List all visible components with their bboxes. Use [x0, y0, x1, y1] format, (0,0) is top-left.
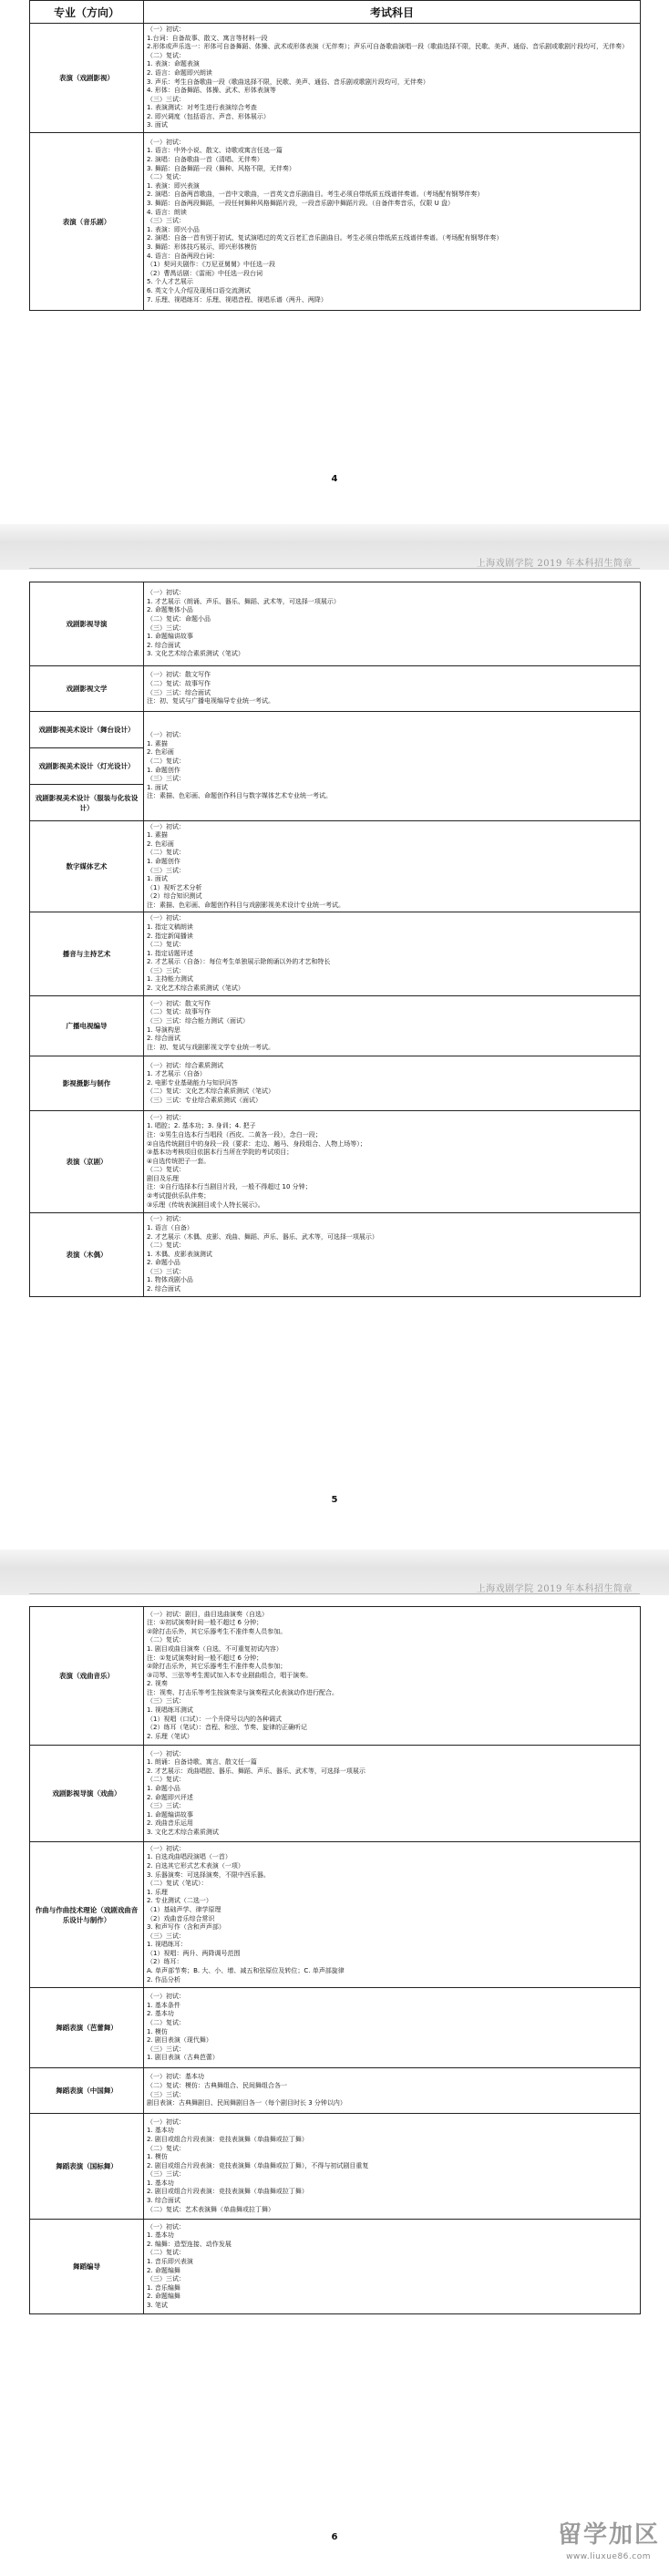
subject-line: 1. 命题编讲故事: [147, 633, 193, 641]
table-row: [30, 1213, 641, 1297]
major-name: 表演（戏曲音乐）: [30, 1607, 144, 1746]
major-name: 影视摄影与制作: [30, 1056, 144, 1111]
subject-line: ④自选传统把子一套。: [147, 1157, 211, 1165]
subject-line: （二）复试：: [147, 1776, 185, 1784]
subject-line: 1. 素描: [147, 739, 168, 747]
subject-line: 2. 基本功: [147, 2010, 174, 2018]
major-name: 戏剧影视美术设计（灯光设计）: [30, 748, 144, 785]
subject-line: 1. 才艺展示（自备）: [147, 1070, 206, 1078]
subject-line: 1. 表演：即兴表演: [147, 181, 200, 190]
subject-line: 2. 剧目或组合片段表演：竞技表演舞（单曲舞或拉丁舞）: [147, 2188, 308, 2196]
subject-line: （二）复试：: [147, 2144, 185, 2152]
subject-line: 剧目及乐理: [147, 1174, 179, 1182]
subject-line: 3. 文化艺术综合素质测试: [147, 1828, 219, 1836]
subject-line: （一）初试：: [147, 1993, 185, 2001]
subject-line: （一）初试：: [147, 822, 185, 830]
subject-line: （三）三试：综合面试: [147, 688, 211, 696]
page-header-rule: [29, 1593, 640, 1594]
table-row: [30, 1842, 641, 1988]
subject-line: 1. 剧目表演（古典芭蕾）: [147, 2054, 219, 2062]
subjects-cell: [144, 912, 641, 996]
subject-line: （二）复试：艺术表演舞（单曲舞或拉丁舞）: [147, 2205, 274, 2213]
subject-line: （一）初试：: [147, 589, 185, 597]
subject-line: 1. 才艺展示（朗诵、声乐、器乐、舞蹈、武术等，可选择一项展示）: [147, 597, 340, 605]
subject-line: （一）初试：: [147, 2222, 185, 2231]
subject-line: 1. 视唱练耳测试: [147, 1706, 193, 1715]
subject-line: 1. 指定文稿朗读: [147, 922, 193, 931]
subject-line: （二）复试（笔试）：: [147, 1880, 208, 1888]
subject-line: （二）复试：: [147, 1636, 185, 1644]
col-major-header: 专业（方向）: [30, 1, 144, 24]
major-name: 播音与主持艺术: [30, 912, 144, 996]
subject-line: （2）综合知识测试: [147, 892, 202, 901]
subject-line: （一）初试：散文写作: [147, 671, 211, 679]
subject-line: （二）复试：: [147, 849, 185, 857]
subject-line: 3. 声乐：考生自备歌曲一段（歌曲选择不限，民歌、美声、通俗、音乐剧或歌剧片段均可，无伴奏）: [147, 77, 429, 86]
subject-line: 1. 自选戏曲唱段演唱（一首）: [147, 1853, 232, 1861]
page-header-rule: [29, 568, 640, 569]
subject-line: （一）初试：剧目，曲目选曲演奏（自选）: [147, 1610, 268, 1618]
subject-line: （一）初试：散文写作: [147, 999, 211, 1007]
subject-line: 2. 才艺展示（自备）：每位考生单独展示除朗诵以外的才艺和特长: [147, 958, 331, 966]
subject-line: （三）三试：: [147, 966, 185, 974]
subject-line: （二）复试：模仿：古典舞组合、民间舞组合各一: [147, 2081, 287, 2089]
table-row: [30, 2220, 641, 2314]
subject-line: （1）契诃夫剧作：《万尼亚舅舅》中任选一段: [147, 261, 275, 269]
subjects-cell: [144, 1988, 641, 2068]
site-watermark: 留学加区: [557, 2521, 660, 2549]
subject-line: ②除打击乐外，其它乐器考生不准伴奏人员参加；: [147, 1663, 287, 1671]
major-name: 戏剧影视文学: [30, 666, 144, 712]
subject-line: 1. 命题编讲故事: [147, 1810, 193, 1819]
page-separator: [0, 524, 669, 570]
subject-line: （三）三试：: [147, 217, 185, 225]
table-row: [30, 1988, 641, 2068]
exam-table: [29, 1606, 641, 2314]
subject-line: 2. 作品分析: [147, 1975, 180, 1984]
subjects-cell: [144, 1842, 641, 1988]
subject-line: 1. 表演：即兴小品: [147, 225, 200, 233]
subject-line: 2. 剧目或组合片段表演：竞技表演舞（单曲舞或拉丁舞）: [147, 2135, 308, 2143]
subject-line: 3. 舞蹈：自备舞蹈一段（舞种、风格不限，无伴奏）: [147, 164, 295, 172]
subject-line: 1. 导演构思: [147, 1025, 180, 1034]
subject-line: （二）复试：: [147, 941, 185, 949]
subject-line: 2. 语言：命题即兴朗读: [147, 68, 212, 77]
subject-line: 4. 语言：朗读: [147, 208, 187, 216]
subject-line: 2. 即兴调度（包括语言、声音、形体展示）: [147, 112, 270, 120]
exam-table: [29, 582, 641, 1297]
subject-line: 1. 基本功: [147, 2127, 174, 2135]
subject-line: （一）初试：: [147, 731, 185, 739]
page-number: 4: [331, 474, 338, 484]
subject-line: （三）三试：: [147, 623, 185, 632]
table-row: [30, 24, 641, 133]
subject-line: 1. 朗诵：自备诗歌、寓言、散文任一篇: [147, 1758, 257, 1767]
subject-line: 2. 视奏: [147, 1680, 168, 1688]
subject-line: 1. 音乐编舞: [147, 2283, 180, 2292]
subjects-cell: [144, 2114, 641, 2220]
subject-line: 1. 剧目或曲目演奏（自选，不可重复初试内容）: [147, 1644, 283, 1653]
subject-line: 2. 演唱：自备歌曲一首（清唱、无伴奏）: [147, 156, 263, 164]
subject-line: （二）复试：命题小品: [147, 614, 211, 623]
subject-line: 2. 演唱：自备两首歌曲，一首中文歌曲，一首英文音乐剧曲目。考生必须自带纸质五线谱伴奏谱。（考场配有钢琴伴奏）: [147, 191, 484, 199]
subject-line: 注：①复试演奏时间一般不超过 6 分钟；: [147, 1654, 263, 1662]
table-row: [30, 1056, 641, 1111]
subject-line: 3. 综合面试: [147, 2197, 180, 2205]
subject-line: 1. 面试: [147, 783, 168, 791]
subject-line: 2. 色彩画: [147, 840, 174, 848]
subject-line: （1）视唱（口试）：一个升降号以内的各种调式: [147, 1715, 282, 1723]
subject-line: 1. 表演测试：对考生进行表演综合考查: [147, 104, 257, 112]
subject-line: （三）三试：综合能力测试（面试）: [147, 1016, 249, 1025]
subjects-cell: [144, 821, 641, 912]
subject-line: （2）练耳：: [147, 1958, 183, 1966]
subject-line: （二）复试：文化艺术综合素质测试（笔试）: [147, 1087, 274, 1096]
subject-line: 1. 唱腔；2. 基本功；3. 身训；4. 把子: [147, 1122, 256, 1130]
major-name: 戏剧影视美术设计（服装与化妆设计）: [30, 785, 144, 821]
subject-line: 2. 综合面试: [147, 1035, 180, 1043]
subjects-cell: [144, 1607, 641, 1746]
subject-line: 2. 编舞：造型连接、动作发展: [147, 2240, 232, 2248]
subject-line: （三）三试：: [147, 775, 185, 783]
subject-line: 1. 视唱练耳：: [147, 1941, 187, 1949]
subject-line: 注：①男生自选本行当唱段（西皮、二黄各一段），念白一段；: [147, 1130, 322, 1139]
subject-line: 6. 英文个人介绍及现场口语交流测试: [147, 286, 251, 294]
subject-line: （一）初试：基本功: [147, 2073, 204, 2081]
subject-line: 2. 才艺展示（木偶、皮影、戏曲、舞蹈、声乐、器乐、武术等，可选择一项展示）: [147, 1232, 378, 1241]
subject-line: 3. 笔试: [147, 2301, 168, 2309]
subject-line: （三）三试：: [147, 2275, 185, 2283]
subject-line: 2. 剧目表演（现代舞）: [147, 2036, 212, 2045]
page-header-text: 上海戏剧学院 2019 年本科招生简章: [476, 1584, 633, 1594]
subject-line: A. 单声部节奏；B. 大、小、增、减五和弦原位及转位；C. 单声部旋律: [147, 1967, 345, 1975]
major-name: 表演（京剧）: [30, 1111, 144, 1213]
subject-line: 注：初、复试与广播电视编导专业统一考试。: [147, 697, 274, 706]
subject-line: ②自选传统剧目中的身段一段（要求：走边、趟马、身段组合、人物上场等）；: [147, 1139, 366, 1148]
subject-line: 2. 命题编舞: [147, 2266, 180, 2274]
subject-line: 5. 个人才艺展示: [147, 278, 193, 286]
table-row: [30, 582, 641, 666]
subject-line: 1. 物体戏剧小品: [147, 1276, 193, 1284]
subject-line: 3. 面试: [147, 121, 168, 129]
subject-line: （三）三试：: [147, 95, 185, 103]
subject-line: 2. 专业测试（二选一）: [147, 1897, 212, 1905]
major-name: 舞蹈表演（芭蕾舞）: [30, 1988, 144, 2068]
subject-line: （二）复试：故事写作: [147, 1008, 211, 1016]
table-row: [30, 1607, 641, 1746]
subject-line: （三）三试：: [147, 1267, 185, 1275]
major-name: 舞蹈表演（中国舞）: [30, 2068, 144, 2114]
subject-line: （一）初试：: [147, 1844, 185, 1852]
table-row: [30, 1746, 641, 1842]
major-name: 表演（戏剧影视）: [30, 24, 144, 133]
subject-line: 1. 乐理: [147, 1888, 168, 1896]
subject-line: 注：素描、色彩画、命题创作科目与数字媒体艺术专业统一考试。: [147, 792, 332, 800]
subject-line: ②除打击乐外，其它乐器考生不准伴奏人员参加。: [147, 1627, 287, 1635]
major-name: 数字媒体艺术: [30, 821, 144, 912]
subject-line: （二）复试：: [147, 2018, 185, 2026]
subject-line: 4. 形体：自备舞蹈、体操、武术、形体表演等: [147, 87, 276, 95]
subjects-cell: [144, 2220, 641, 2314]
subject-line: 2.形体或声乐选一：形体可自备舞蹈、体操、武术或形体表演（无伴奏）；声乐可自备歌曲演唱一段（歌曲选择不限，民歌、美声、通俗、音乐剧或歌剧片段均可，无伴奏）: [147, 43, 629, 51]
major-name: 作曲与作曲技术理论（戏剧戏曲音乐设计与制作）: [30, 1842, 144, 1988]
subject-line: 注：素描、色彩画、命题创作科目与戏剧影视美术设计专业统一考试。: [147, 901, 345, 909]
subject-line: （三）三试：: [147, 2045, 185, 2053]
subject-line: 2. 电影专业基础能力与知识问答: [147, 1078, 238, 1087]
subject-line: （三）三试：专业综合素质测试（面试）: [147, 1096, 262, 1104]
page-header-text: 上海戏剧学院 2019 年本科招生简章: [476, 559, 633, 569]
subject-line: 2. 指定新闻播读: [147, 932, 193, 940]
subject-line: 2. 演唱：自备一首有别于初试、复试演唱过的英文百老汇音乐剧曲目。考生必须自带纸质五线谱伴奏谱。（考场配有钢琴伴奏）: [147, 234, 503, 242]
subject-line: 7. 乐理、视唱练耳：乐理、视唱音程、视唱乐谱（两升、两降）: [147, 295, 327, 304]
subject-line: 3. 乐器演奏：可选择演奏，不限中西乐器。: [147, 1870, 270, 1879]
subject-line: 2. 色彩画: [147, 748, 174, 757]
major-name: 广播电视编导: [30, 996, 144, 1056]
subject-line: （一）初试：: [147, 25, 185, 33]
subject-line: 3. 舞蹈：形体技巧展示，即兴形体模仿: [147, 242, 257, 251]
subject-line: （1）视唱：两升、两降调号范围: [147, 1949, 241, 1957]
subject-line: 2. 综合面试: [147, 641, 180, 649]
subjects-cell: [144, 996, 641, 1056]
subjects-cell: [144, 24, 641, 133]
subject-line: （三）三试：: [147, 1932, 185, 1940]
subject-line: 1. 模仿: [147, 2027, 168, 2035]
subject-line: 2. 命题编舞: [147, 2293, 180, 2301]
subject-line: 1. 主持能力测试: [147, 975, 193, 984]
major-name: 舞蹈表演（国标舞）: [30, 2114, 144, 2220]
table-row: [30, 821, 641, 912]
subject-line: 1. 基本条件: [147, 2001, 180, 2009]
subject-line: （三）三试：: [147, 2090, 185, 2098]
subject-line: ③司琴、三弦等考生需试加入本专业剧曲组合，唱于演奏。: [147, 1671, 313, 1679]
subject-line: 2. 自选其它形式艺术表演（一项）: [147, 1861, 244, 1870]
exam-table: [29, 0, 641, 311]
subject-line: 注：①自行选择本行当剧目片段，一般不得超过 10 分钟；: [147, 1183, 312, 1191]
table-header-row: [30, 1, 641, 24]
subjects-cell: [144, 666, 641, 712]
subject-line: 1. 木偶、皮影表演测试: [147, 1250, 212, 1258]
subject-line: ③基本功考核项目依据本行当所在学院的考试项目；: [147, 1149, 293, 1157]
subject-line: （2）戏曲音乐综合常识: [147, 1914, 215, 1922]
subject-line: （2）曹禺话剧：《雷雨》中任选一段台词: [147, 269, 262, 277]
subject-line: 2. 命题集体小品: [147, 606, 193, 614]
subject-line: 1. 语言（自备）: [147, 1223, 193, 1231]
subjects-cell: [144, 2068, 641, 2114]
subject-line: 3. 和声写作（含和声声部）: [147, 1923, 225, 1932]
subject-line: （三）三试：: [147, 866, 185, 874]
subject-line: 1. 面试: [147, 875, 168, 883]
table-row: [30, 912, 641, 996]
subject-line: （一）初试：: [147, 138, 185, 146]
subjects-cell: [144, 1213, 641, 1297]
major-name: 表演（音乐剧）: [30, 133, 144, 311]
major-name: 戏剧影视导演（戏曲）: [30, 1746, 144, 1842]
subjects-cell: [144, 1111, 641, 1213]
subject-line: ③乐理《传统表演剧目或个人特长展示》。: [147, 1200, 264, 1209]
subject-line: 1. 模仿: [147, 2153, 168, 2161]
subject-line: 1. 命题小品: [147, 1784, 180, 1792]
subject-line: 2. 命题即兴评述: [147, 1793, 193, 1801]
subject-line: （一）初试：: [147, 2117, 185, 2126]
subject-line: ②考试提供乐队伴奏；: [147, 1192, 211, 1200]
subjects-cell: [144, 133, 641, 311]
page-number: 5: [331, 1495, 338, 1505]
subject-line: 3. 文化艺术综合素质测试（笔试）: [147, 650, 244, 658]
col-subjects-header: 考试科目: [144, 1, 641, 24]
subject-line: 1.台词：自备故事、散文、寓言等材料一段: [147, 34, 268, 42]
subject-line: 2. 综合面试: [147, 1285, 180, 1293]
subject-line: 2. 命题小品: [147, 1259, 180, 1267]
table-row: [30, 133, 641, 311]
subject-line: 2. 剧目或组合片段表演：竞技表演舞（单曲舞或拉丁舞），不得与初试剧目重复: [147, 2161, 369, 2169]
subject-line: 1. 命题创作: [147, 857, 180, 865]
subject-line: （二）复试：: [147, 757, 185, 765]
site-watermark-url: www.liuxue86.com: [566, 2552, 651, 2561]
table-row: [30, 2068, 641, 2114]
subject-line: 注：视奏、打击乐等考生按演奏录与演奏程式化表演动作进行配合。: [147, 1688, 338, 1696]
table-row: [30, 712, 641, 748]
major-name: 戏剧影视导演: [30, 582, 144, 666]
page-separator: [0, 1550, 669, 1595]
major-name: 戏剧影视美术设计（舞台设计）: [30, 712, 144, 748]
subjects-cell: [144, 712, 641, 821]
subject-line: （1）视听艺术分析: [147, 883, 202, 891]
subject-line: （一）初试：综合素质测试: [147, 1061, 223, 1069]
subject-line: （一）初试：: [147, 1113, 185, 1121]
subject-line: （二）复试：: [147, 2249, 185, 2257]
subject-line: （三）三试：: [147, 2170, 185, 2179]
subject-line: （二）复试：: [147, 173, 185, 181]
subject-line: 2. 才艺展示：戏曲唱腔、器乐、舞蹈、声乐、器乐、武术等，可选择一项展示: [147, 1767, 365, 1775]
subject-line: 3. 舞蹈：自备两段舞蹈，一段任何舞种风格舞蹈片段，一段音乐剧中舞蹈片段。（自备伴奏音乐，仅限 U 盘）: [147, 200, 454, 208]
subject-line: （二）复试：: [147, 1242, 185, 1250]
page-number: 6: [331, 2532, 338, 2542]
subjects-cell: [144, 1746, 641, 1842]
subject-line: 2. 戏曲音乐运用: [147, 1819, 193, 1828]
table-row: [30, 996, 641, 1056]
subject-line: （二）复试：: [147, 51, 185, 59]
subject-line: 1. 音乐即兴表演: [147, 2257, 193, 2265]
subject-line: 1. 命题创作: [147, 766, 180, 774]
table-row: [30, 1111, 641, 1213]
subject-line: 1. 指定话题评述: [147, 949, 193, 957]
subject-line: （一）初试：: [147, 1215, 185, 1223]
subject-line: 1. 基本功: [147, 2231, 174, 2240]
table-row: [30, 666, 641, 712]
table-row: [30, 2114, 641, 2220]
subject-line: （二）复试：: [147, 1166, 185, 1174]
subject-line: （一）初试：: [147, 914, 185, 922]
subject-line: 注：①初试演奏时间一般不超过 6 分钟；: [147, 1619, 263, 1627]
subject-line: 4. 语言：自备两段台词：: [147, 252, 219, 260]
subject-line: （二）复试：故事写作: [147, 679, 211, 687]
subject-line: 2. 乐理（笔试）: [147, 1732, 193, 1740]
subject-line: （一）初试：: [147, 1749, 185, 1757]
subject-line: 1. 表演：命题表演: [147, 60, 200, 68]
subjects-cell: [144, 1056, 641, 1111]
subject-line: 注：初、复试与戏剧影视文学专业统一考试。: [147, 1043, 274, 1051]
subject-line: 1. 基本功: [147, 2179, 174, 2187]
subject-line: （1）基础声学、律学原理: [147, 1905, 221, 1913]
subject-line: 1. 语言：中外小说、散文、诗歌或寓言任选一篇: [147, 147, 283, 155]
subject-line: （三）三试：: [147, 1802, 185, 1810]
major-name: 舞蹈编导: [30, 2220, 144, 2314]
subject-line: 1. 素描: [147, 831, 168, 840]
subject-line: （2）练耳（笔试）：音程、和弦、节奏、旋律的正确听记: [147, 1724, 307, 1732]
subject-line: （三）三试：: [147, 1697, 185, 1705]
subjects-cell: [144, 582, 641, 666]
subject-line: 剧目表演：古典舞剧目、民间舞剧目各一（每个剧目时长 3 分钟以内）: [147, 2099, 346, 2107]
major-name: 表演（木偶）: [30, 1213, 144, 1297]
subject-line: 2. 文化艺术综合素质测试（笔试）: [147, 984, 244, 993]
